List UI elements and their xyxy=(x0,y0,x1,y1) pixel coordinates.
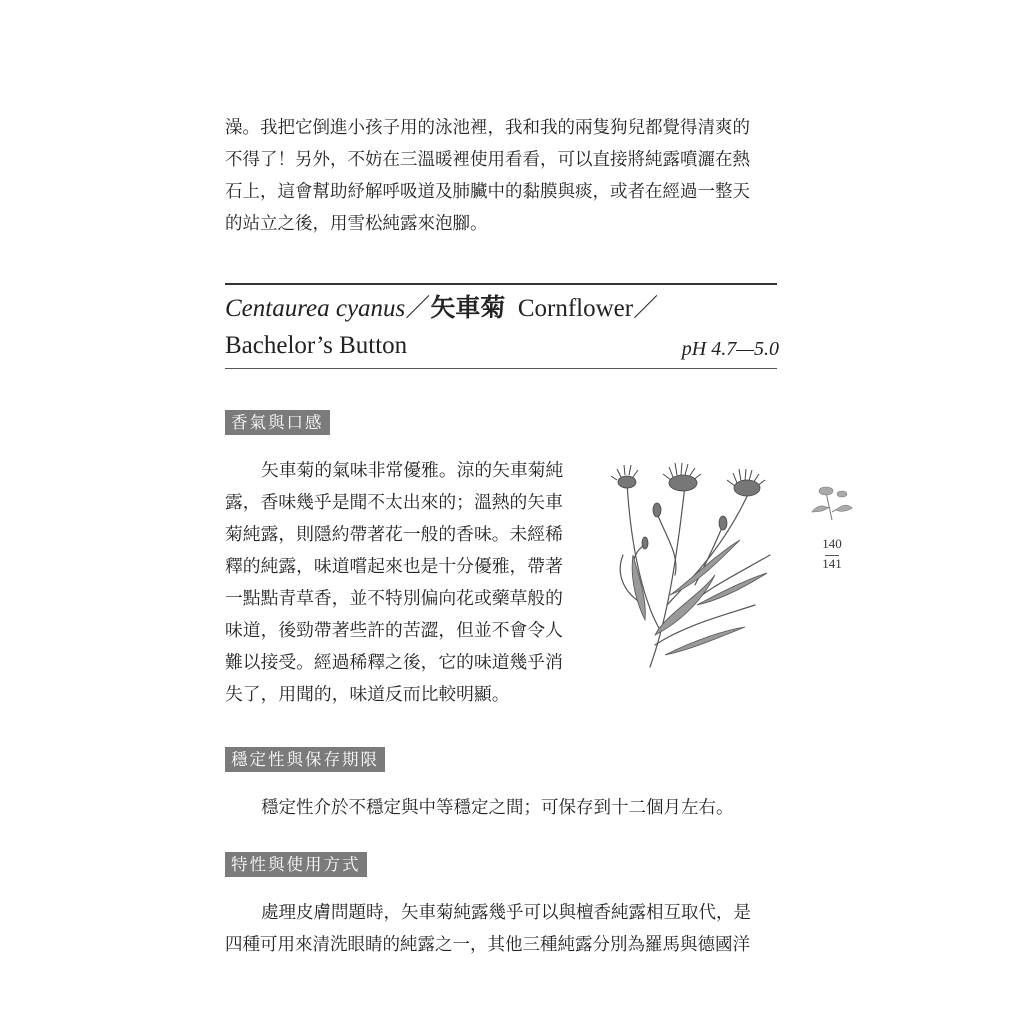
english-name: Cornflower xyxy=(517,295,634,322)
latin-name: Centaurea cyanus xyxy=(225,295,406,322)
cornflower-illustration xyxy=(605,455,785,675)
title-slash: ／ xyxy=(633,295,659,322)
aroma-line: 味道，後勁帶著些許的苦澀，但並不會令人 xyxy=(225,620,563,641)
entry-bottom-rule xyxy=(225,368,777,369)
intro-line: 澡。我把它倒進小孩子用的泳池裡，我和我的兩隻狗兒都覺得清爽的 xyxy=(225,118,750,138)
flower-ornament-icon xyxy=(808,484,856,524)
aroma-line: 失了，用聞的，味道反而比較明顯。 xyxy=(225,684,510,705)
section-heading-stability: 穩定性與保存期限 xyxy=(225,747,385,772)
stability-paragraph xyxy=(225,792,780,824)
intro-paragraph xyxy=(225,112,780,240)
aroma-paragraph xyxy=(225,455,579,711)
section-heading-aroma: 香氣與口感 xyxy=(225,410,330,435)
intro-line: 石上，這會幫助紓解呼吸道及肺臟中的黏膜與痰，或者在經過一整天 xyxy=(225,182,750,202)
entry-title-line1 xyxy=(225,288,658,324)
entry-title-line2: Bachelor’s Button xyxy=(225,332,408,359)
entry-top-rule xyxy=(225,283,777,285)
aroma-line: 矢車菊的氣味非常優雅。涼的矢車菊純 xyxy=(261,460,564,481)
intro-line: 不得了！另外，不妨在三溫暖裡使用看看，可以直接將純露噴灑在熱 xyxy=(225,150,750,170)
aroma-line: 釋的純露，味道嚐起來也是十分優雅，帶著 xyxy=(225,556,563,577)
aroma-line: 菊純露，則隱約帶著花一般的香味。未經稀 xyxy=(225,524,563,545)
chinese-name: 矢車菊 xyxy=(430,293,506,322)
usage-line: 四種可用來清洗眼睛的純露之一，其他三種純露分別為羅馬與德國洋 xyxy=(225,935,750,955)
intro-line: 的站立之後，用雪松純露來泡腳。 xyxy=(225,214,488,234)
page-number-left: 140 xyxy=(822,536,842,551)
stability-text: 穩定性介於不穩定與中等穩定之間；可保存到十二個月左右。 xyxy=(261,798,734,818)
aroma-line: 難以接受。經過稀釋之後，它的味道幾乎消 xyxy=(225,652,563,673)
aroma-line: 一點點青草香，並不特別偏向花或藥草般的 xyxy=(225,588,563,609)
section-heading-usage: 特性與使用方式 xyxy=(225,852,367,877)
aroma-line: 露，香味幾乎是聞不太出來的；溫熱的矢車 xyxy=(225,492,563,513)
usage-paragraph xyxy=(225,897,780,961)
ph-value: pH 4.7—5.0 xyxy=(681,338,779,360)
title-slash: ／ xyxy=(405,295,431,322)
page-number-right: 141 xyxy=(822,556,842,571)
usage-line: 處理皮膚問題時，矢車菊純露幾乎可以與檀香純露相互取代，是 xyxy=(261,903,751,923)
